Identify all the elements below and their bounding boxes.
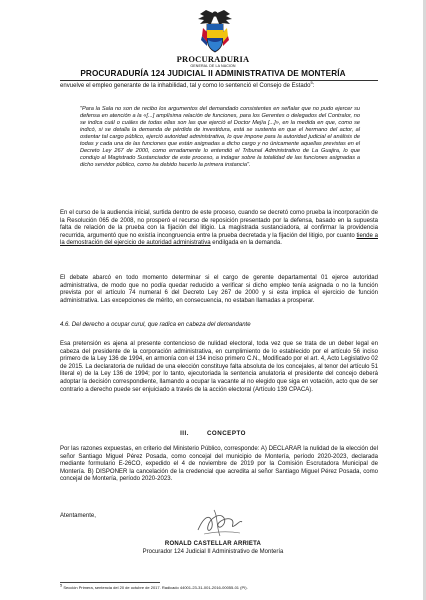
paragraph-3: El debate abarcó en todo momento determinar si el cargo de gerente departamental 01 ejerce autoridad administrativa, de modo que no podía quedar reducido a verificar si dicho empleo tenía asignada o no la función prevista por el artículo 74 numeral 6 del Decreto Ley 267 de 2000 y si esta implica el ejercicio de función administrativa. Las excepciones de mérito, en consecuencia, no estaban llamadas a prosperar.	[60, 275, 378, 304]
paragraph-1-end: :	[312, 83, 315, 90]
quoted-ruling: "Para la Sala no son de recibo los argumentos del demandado consistentes en señalar que no pudo ejercer su defensa en atención a la «[...] amplísima relación de funciones, para los Gerentes o delegados del Contralor, no se indica cuál o cuáles de todas ellas son las que ejerció el Doctor Mejía [...]», en la medida en que, como se indicó, si se detalla la demanda de pérdida de investidura, está se sustenta en que el hermano del actor, al ostentar tal cargo público, ejerció autoridad administrativa, lo que impone para la autoridad judicial el análisis de todas y cada una de las funciones que están asignadas a dicho cargo y no únicamente aquellas previstas en el Decreto Ley 267 de 2000, como erradamente lo entendió el Tribunal Administrativo de La Guajira, lo que condujo al Magistrado Sustanciador de este proceso, a indagar sobre la totalidad de las funciones asignadas a dicho servidor público, como ha debido hacerlo la primera instancia".	[80, 106, 360, 168]
institution-brand	[150, 55, 276, 68]
footnote	[60, 582, 390, 590]
paragraph-2-underlined: tiende a la demostración del ejercicio de autoridad administrativa	[60, 232, 378, 247]
paragraph-2-end: endilgada en la demanda.	[210, 240, 282, 247]
header-divider	[60, 80, 378, 81]
paragraph-4: Esa pretensión es ajena al presente contencioso de nulidad electoral, toda vez que se trata de un deber legal en cabeza del presidente de la corporación administrativa, en cumplimiento de lo establecido por el artículo 56 inciso primero de la Ley 136 de 1994, en armonía con el 134 inciso primero C.N., Modificado por el art. 4, Acto Legislativo 02 de 2015. La declaratoria de nulidad de una elección constituye falta absoluta de los concejales, al tenor del artículo 51 literal e) de la Ley 136 de 1994; por lo tanto, ejecutoriada la sentencia anulatoria el presidente del concejo deberá adoptar la decisión correspondiente, llamando a ocupar la vacante al no elegido que siga en votación, acto que de ser contrario a derecho puede ser enjuiciado a través de la acción electoral (Artículo 139 CPACA).	[60, 341, 378, 393]
paragraph-1-text: envuelve el empleo generante de la inhabilidad, tal y como lo sentenció el Consejo de Estado	[60, 83, 311, 90]
paragraph-5: Por las razones expuestas, en criterio del Ministerio Público, corresponde: A) DECLARAR la nulidad de la elección del señor Santiago Miguel Pérez Posada, como concejal del municipio de Montería, período 2020-2023, declarada mediante formulario E-26CO, expedido el 4 de noviembre de 2019 por la Comisión Escrutadora Municipal de Montería. B) DISPONER la cancelación de la credencial que acredita al señor Santiago Miguel Pérez Posada, como concejal de Montería, período 2020-2023.	[60, 446, 378, 483]
signer-name: RONALD CASTELLAR ARRIETA	[164, 541, 262, 547]
paragraph-1	[60, 80, 378, 91]
institution-name: PROCURADURIA	[176, 54, 250, 64]
concept-number: III.	[180, 430, 189, 437]
concept-title: CONCEPTO	[206, 430, 246, 437]
institution-subtitle: GENERAL DE LA NACION	[190, 64, 236, 68]
signer-role: Procurador 124 Judicial II Administrativo de Montería	[142, 548, 284, 555]
eagle-coat-of-arms-icon	[194, 8, 236, 58]
section-heading: 4.6. Del derecho a ocupar curul, que radica en cabeza del demandante	[60, 322, 251, 328]
concept-heading	[0, 430, 426, 437]
signer-block	[0, 541, 426, 556]
footnote-ref: 5	[310, 80, 313, 85]
paragraph-2-text: En el curso de la audiencia inicial, surtida dentro de este proceso, cuando se decretó como prueba la incorporación de la Resolución 065 de 2008, no prosperó el recurso de reposición presentado por la defensa, basado en la supuesta falta de relación de la prueba con la fijación del litigio. La magistrada sustanciadora, al confirmar la providencia recurrida, argumentó que no existía incongruencia entre la prueba decretada y la fijación del litigio, por cuanto	[60, 210, 378, 239]
closing: Atentamente,	[60, 513, 96, 519]
handwritten-signature	[194, 506, 246, 540]
office-title: PROCURADURÍA 124 JUDICIAL II ADMINISTRATIVA DE MONTERÍA	[80, 69, 346, 78]
footnote-number: 5	[60, 582, 63, 588]
paragraph-2	[60, 210, 378, 248]
footnote-divider	[60, 582, 160, 583]
footnote-text: Sección Primera, sentencia del 20 de octubre de 2017. Radicado 44001-23-31-001-2016-00055-01 (PI).	[62, 585, 248, 590]
